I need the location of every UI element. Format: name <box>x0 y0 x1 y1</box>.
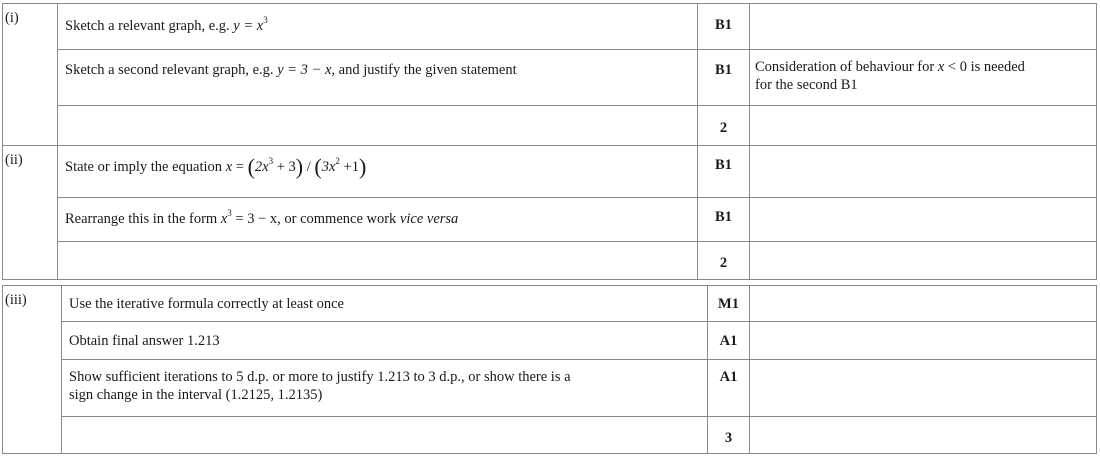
close-paren: ) <box>295 154 304 179</box>
table-row-total <box>3 417 1097 454</box>
guidance-note <box>750 146 1097 198</box>
equation-lhs: x <box>225 159 233 175</box>
criterion-text <box>58 50 698 106</box>
guidance-note <box>750 198 1097 242</box>
criterion-prefix: Rearrange this in the form <box>65 211 221 227</box>
table-row <box>3 198 1097 242</box>
total-marks: 2 <box>698 106 750 146</box>
empty-cell <box>58 106 698 146</box>
criterion-math-rest: = 3 − x <box>231 211 278 227</box>
table-row <box>3 322 1097 360</box>
mark-code: B1 <box>698 146 750 198</box>
denominator-term: 3x <box>321 159 336 175</box>
criterion-prefix: State or imply the equation <box>65 159 226 175</box>
note-math: x <box>937 59 945 75</box>
criterion-text <box>58 198 698 242</box>
criterion-text <box>58 146 698 198</box>
criterion-text <box>62 360 708 417</box>
close-paren: ) <box>358 154 367 179</box>
mark-code: A1 <box>708 322 750 360</box>
table-row-total <box>3 106 1097 146</box>
guidance-note <box>750 50 1097 106</box>
open-paren: ( <box>314 154 322 179</box>
criterion-prefix: Sketch a second relevant graph, e.g. <box>65 62 278 78</box>
exponent: 2 <box>335 156 340 166</box>
criterion-line-2: sign change in the interval (1.2125, 1.2135) <box>69 387 323 403</box>
criterion-math: y = 3 − x <box>277 62 332 78</box>
guidance-note <box>750 4 1097 50</box>
mark-code: B1 <box>698 50 750 106</box>
empty-cell <box>750 417 1097 454</box>
criterion-suffix: , and justify the given statement <box>331 62 517 78</box>
exponent: 3 <box>227 208 232 218</box>
criterion-text: Use the iterative formula correctly at least once <box>62 286 708 322</box>
denominator-constant: +1 <box>339 159 359 175</box>
table-row-total <box>3 242 1097 280</box>
mark-code: B1 <box>698 198 750 242</box>
note-line-2: for the second B1 <box>755 77 858 93</box>
table-row <box>3 286 1097 322</box>
part-label: (iii) <box>3 286 62 454</box>
table-row <box>3 4 1097 50</box>
open-paren: ( <box>247 154 255 179</box>
empty-cell <box>58 242 698 280</box>
total-marks: 3 <box>708 417 750 454</box>
exponent: 3 <box>268 156 274 166</box>
part-label: (ii) <box>3 146 58 280</box>
table-row <box>3 50 1097 106</box>
mark-scheme-table-parts-i-ii <box>2 3 1097 280</box>
exponent: 3 <box>263 15 268 25</box>
equation-equals: = <box>232 159 248 175</box>
table-row <box>3 360 1097 417</box>
empty-cell <box>62 417 708 454</box>
mark-scheme-table-part-iii <box>2 285 1097 454</box>
guidance-note <box>750 286 1097 322</box>
criterion-line-1: Show sufficient iterations to 5 d.p. or more to justify 1.213 to 3 d.p., or show there is a <box>69 369 571 385</box>
guidance-note <box>750 360 1097 417</box>
numerator-constant: + 3 <box>273 159 296 175</box>
total-marks: 2 <box>698 242 750 280</box>
part-label: (i) <box>3 4 58 146</box>
criterion-text <box>58 4 698 50</box>
empty-cell <box>750 242 1097 280</box>
criterion-text: Obtain final answer 1.213 <box>62 322 708 360</box>
numerator-term: 2x <box>254 159 269 175</box>
note-suffix: < 0 is needed <box>944 59 1025 75</box>
mark-code: B1 <box>698 4 750 50</box>
criterion-italic: vice versa <box>399 211 459 227</box>
note-prefix: Consideration of behaviour for <box>755 59 938 75</box>
division-slash: / <box>303 159 315 175</box>
guidance-note <box>750 322 1097 360</box>
mark-code: M1 <box>708 286 750 322</box>
empty-cell <box>750 106 1097 146</box>
criterion-math: y = x <box>233 18 264 34</box>
table-row <box>3 146 1097 198</box>
criterion-prefix: Sketch a relevant graph, e.g. <box>65 18 234 34</box>
criterion-math: x <box>220 211 228 227</box>
criterion-mid: , or commence work <box>277 211 400 227</box>
mark-code: A1 <box>708 360 750 417</box>
